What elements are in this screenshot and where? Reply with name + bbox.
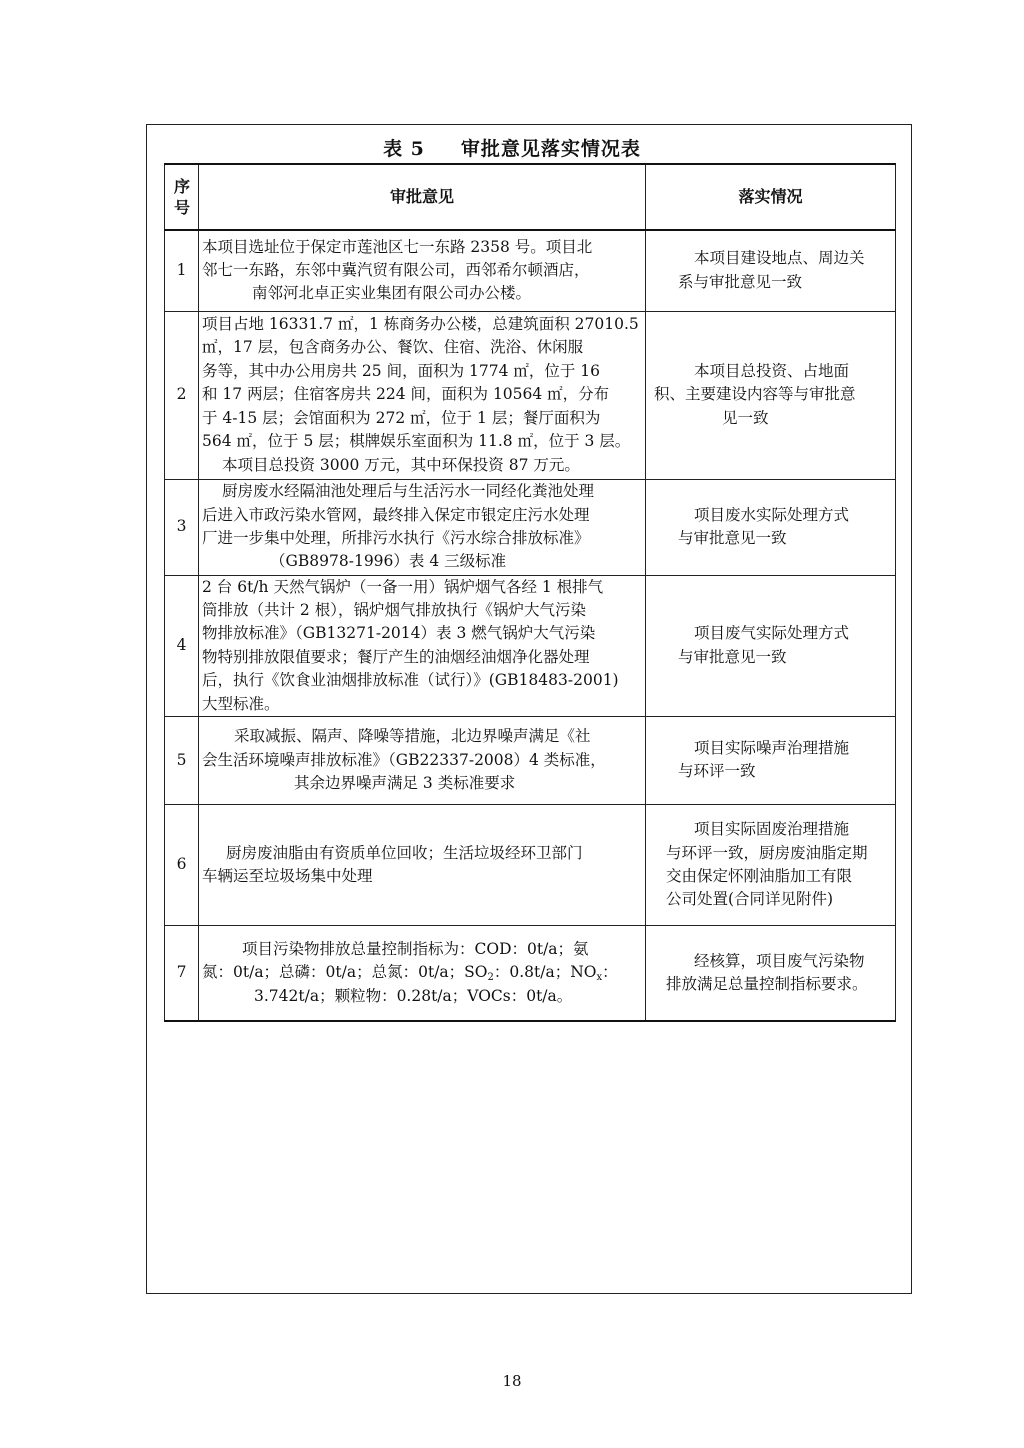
row-opinion: 采取减振、隔声、降噪等措施，北边界噪声满足《社 会生活环境噪声排放标准》（GB22337-2008）4 类标准， 其余边界噪声满足 3 类标准要求 — [199, 716, 646, 804]
row-opinion: 项目占地 16331.7 ㎡，1 栋商务办公楼，总建筑面积 27010.5 ㎡，17 层，包含商务办公、餐饮、住宿、洗浴、休闲服 务等，其中办公用房共 25 间，面积为 1774 ㎡，位于 16 和 17 两层；住宿客房共 224 间，面积为 10564 ㎡，分布 于 4-15 层；会馆面积为 272 ㎡，位于 1 层；餐厅面积为 564 ㎡，位于 5 层；棋牌娱乐室面积为 11.8 ㎡，位于 3 层。 本项目总投资 3000 万元，其中环保投资 87 万元。 — [199, 311, 646, 479]
row-status: 项目实际固废治理措施 与环评一致，厨房废油脂定期 交由保定怀刚油脂加工有限 公司处置(合同详见附件) — [646, 804, 896, 925]
table-header-row — [165, 164, 896, 230]
row-status: 项目实际噪声治理措施 与环评一致 — [646, 716, 896, 804]
row-opinion: 厨房废水经隔油池处理后与生活污水一同经化粪池处理 后进入市政污染水管网，最终排入保定市银定庄污水处理 厂进一步集中处理，所排污水执行《污水综合排放标准》 （GB8978-1996）表 4 三级标准 — [199, 479, 646, 575]
table-title — [0, 134, 1024, 161]
row-no: 4 — [165, 575, 199, 716]
approval-table — [164, 163, 896, 1022]
row-no: 1 — [165, 230, 199, 311]
table-row — [165, 230, 896, 311]
table-row — [165, 716, 896, 804]
row-no: 2 — [165, 311, 199, 479]
row-opinion: 2 台 6t/h 天然气锅炉（一备一用）锅炉烟气各经 1 根排气 筒排放（共计 2 根），锅炉烟气排放执行《锅炉大气污染 物排放标准》（GB13271-2014）表 3 燃气锅炉大气污染 物特别排放限值要求；餐厅产生的油烟经油烟净化器处理 后，执行《饮食业油烟排放标准（试行）》(GB18483-2001) 大型标准。 — [199, 575, 646, 716]
row-status: 本项目建设地点、周边关 系与审批意见一致 — [646, 230, 896, 311]
table-row — [165, 479, 896, 575]
row-no: 3 — [165, 479, 199, 575]
row-opinion: 厨房废油脂由有资质单位回收；生活垃圾经环卫部门 车辆运至垃圾场集中处理 — [199, 804, 646, 925]
table-row — [165, 311, 896, 479]
page-number: 18 — [502, 1372, 522, 1390]
header-status: 落实情况 — [646, 164, 896, 230]
row-status: 项目废水实际处理方式 与审批意见一致 — [646, 479, 896, 575]
table-number: 表 5 — [383, 138, 425, 160]
row-status: 本项目总投资、占地面 积、主要建设内容等与审批意 见一致 — [646, 311, 896, 479]
row-no: 7 — [165, 925, 199, 1021]
row-opinion: 项目污染物排放总量控制指标为：COD：0t/a；氨 氮：0t/a；总磷：0t/a；总氮：0t/a；$SO_2$：0.8t/a；$NO_x$： 3.742t/a；颗粒物：0.28t/a；VOCs：0t/a。 — [199, 925, 646, 1021]
row-opinion: 本项目选址位于保定市莲池区七一东路 2358 号。项目北 邻七一东路，东邻中冀汽贸有限公司，西邻希尔顿酒店， 南邻河北卓正实业集团有限公司办公楼。 — [199, 230, 646, 311]
row-no: 6 — [165, 804, 199, 925]
table-caption: 审批意见落实情况表 — [460, 138, 641, 160]
header-opinion: 审批意见 — [199, 164, 646, 230]
table-row — [165, 575, 896, 716]
row-no: 5 — [165, 716, 199, 804]
table-row — [165, 804, 896, 925]
header-no: 序号 — [165, 164, 199, 230]
row-status: 经核算，项目废气污染物 排放满足总量控制指标要求。 — [646, 925, 896, 1021]
row-status: 项目废气实际处理方式 与审批意见一致 — [646, 575, 896, 716]
table-row — [165, 925, 896, 1021]
